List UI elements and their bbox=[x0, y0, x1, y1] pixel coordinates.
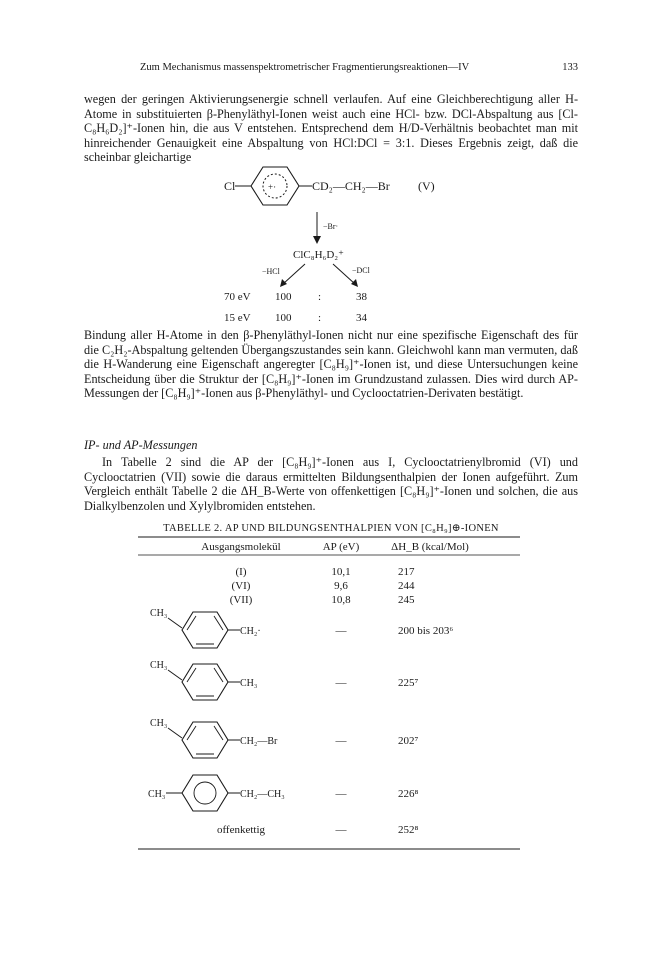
table-row-3-ap: 10,8 bbox=[331, 594, 351, 606]
table-row-1-dh: 217 bbox=[398, 566, 415, 578]
scheme-dcl-15: 34 bbox=[356, 312, 367, 324]
scheme-sep-15: : bbox=[318, 312, 322, 324]
scheme-hcl-70: 100 bbox=[275, 291, 292, 303]
table-row-4-ap: — bbox=[335, 625, 347, 637]
table-row-7-ap: — bbox=[335, 788, 347, 800]
table-row-8-ap: — bbox=[335, 824, 347, 836]
table-caption: TABELLE 2. AP UND BILDUNGSENTHALPIEN VON [C₈H₉]⊕-IONEN bbox=[163, 523, 499, 534]
scheme-loss-br: −Br· bbox=[323, 222, 339, 231]
table-row-3-molecule: (VII) bbox=[229, 594, 253, 606]
structure-7-ch2ch3: CH₂—CH₃ bbox=[240, 789, 285, 800]
scheme-compound-label: (V) bbox=[418, 179, 435, 193]
table-row-3-dh: 245 bbox=[398, 594, 415, 606]
paragraph-3-text: In Tabelle 2 sind die AP der [C₈H₉]⁺-Ionen aus I, Cyclooctatrienylbromid (VI) und Cyclooctatrien (VII) sowie die daraus ermittelten Bildungsenthalpien der Ionen aufgeführt. Zum Vergleich enthält Tabelle 2 die ΔH_B-Werte von offenkettigen [C₈H₉]⁺-Ionen und solchen, die aus Dialkylbenzolen und Xylylbromiden entstehen. bbox=[84, 455, 578, 513]
table-row-8-dh: 252⁸ bbox=[398, 824, 419, 836]
page-number: 133 bbox=[562, 62, 578, 73]
structure-5-ring bbox=[182, 664, 228, 700]
structure-methylbenzyl bbox=[150, 608, 261, 648]
scheme-ion: ClC₈H₆D₂⁺ bbox=[293, 249, 344, 261]
table-row-1-molecule: (I) bbox=[235, 566, 247, 578]
scheme-energy-15: 15 eV bbox=[224, 312, 251, 324]
structure-xylene bbox=[150, 660, 257, 700]
table-row-6-ap: — bbox=[335, 735, 347, 747]
structure-6-ring bbox=[182, 722, 228, 758]
table-row-5-dh: 225⁷ bbox=[398, 677, 419, 689]
structure-6-ch3: CH₃ bbox=[150, 718, 168, 729]
structure-4-ring bbox=[182, 612, 228, 648]
running-title: Zum Mechanismus massenspektrometrischer Fragmentierungsreaktionen—IV bbox=[140, 62, 470, 73]
structure-7-ring-circle bbox=[194, 782, 216, 804]
scheme-loss-hcl: −HCl bbox=[262, 267, 280, 276]
scheme-loss-dcl: −DCl bbox=[352, 266, 370, 275]
structure-4-ch3: CH₃ bbox=[150, 608, 168, 619]
structure-5-ch3: CH₃ bbox=[150, 660, 168, 671]
structure-ethyltoluene bbox=[148, 775, 285, 811]
structure-5-ch3-right: CH₃ bbox=[240, 678, 258, 689]
table-row-7-dh: 226⁸ bbox=[398, 788, 419, 800]
scheme-cl: Cl bbox=[224, 179, 236, 193]
table-header-dh: ΔH_B (kcal/Mol) bbox=[391, 541, 469, 553]
table-row-2-molecule: (VI) bbox=[231, 580, 251, 592]
scheme-ring-charge: +· bbox=[268, 182, 277, 192]
table-header-ap: AP (eV) bbox=[322, 541, 360, 553]
scheme-hcl-15: 100 bbox=[275, 312, 292, 324]
structure-7-ch3: CH₃ bbox=[148, 789, 166, 800]
table-row-4-dh: 200 bis 203⁶ bbox=[398, 625, 454, 637]
table-row-1-ap: 10,1 bbox=[331, 566, 351, 578]
paragraph-1-text: wegen der geringen Aktivierungsenergie schnell verlaufen. Auf eine Gleichberechtigung aller H-Atome in substituierten β-Phenyläthyl-Ionen weist auch eine HCl- bzw. DCl-Abspaltung aus [Cl-C₈H₆D₂]⁺-Ionen hin, die aus V entstehen. Entsprechend dem H/D-Verhältnis beobachtet man mit hinreichender Genauigkeit eine Abspaltung von HCl:DCl = 3:1. Dieses Ergebnis zeigt, daß die scheinbar gleichartige bbox=[84, 92, 578, 165]
structure-4-ch2: CH₂· bbox=[240, 626, 261, 637]
table-row-2-dh: 244 bbox=[398, 580, 415, 592]
paragraph-2-text: Bindung aller H-Atome in den β-Phenyläthyl-Ionen nicht nur eine spezifische Eigenschaft des für die C₂H₂-Abspaltung geltenden Übergangszustandes sein kann. Gleichwohl kann man vermuten, daß die H-Wanderung eine Eigenschaft angeregter [C₈H₉]⁺-Ionen ist, und diese Untersuchungen keine Entscheidung über die Struktur der [C₈H₉]⁺-Ionen im Grundzustand zulassen. Dies wird durch AP-Messungen der [C₈H₉]⁺-Ionen aus β-Phenyläthyl- und Cyclooctatrien-Derivaten bestätigt. bbox=[84, 328, 578, 401]
scheme-dcl-70: 38 bbox=[356, 291, 367, 303]
scheme-energy-70: 70 eV bbox=[224, 291, 251, 303]
table-row-8-molecule: offenkettig bbox=[216, 824, 266, 836]
table-row-2-ap: 9,6 bbox=[334, 580, 348, 592]
table-row-5-ap: — bbox=[335, 677, 347, 689]
table-row-6-dh: 202⁷ bbox=[398, 735, 419, 747]
section-heading-text: IP- und AP-Messungen bbox=[84, 438, 198, 452]
structure-7-ring bbox=[182, 775, 228, 811]
structure-xylyl-bromide bbox=[150, 718, 278, 758]
scheme-chain: CD₂—CH₂—Br bbox=[312, 179, 390, 193]
scheme-sep-70: : bbox=[318, 291, 322, 303]
structure-6-ch2br: CH₂—Br bbox=[240, 736, 278, 747]
table-header-molecule: Ausgangsmolekül bbox=[201, 541, 281, 553]
